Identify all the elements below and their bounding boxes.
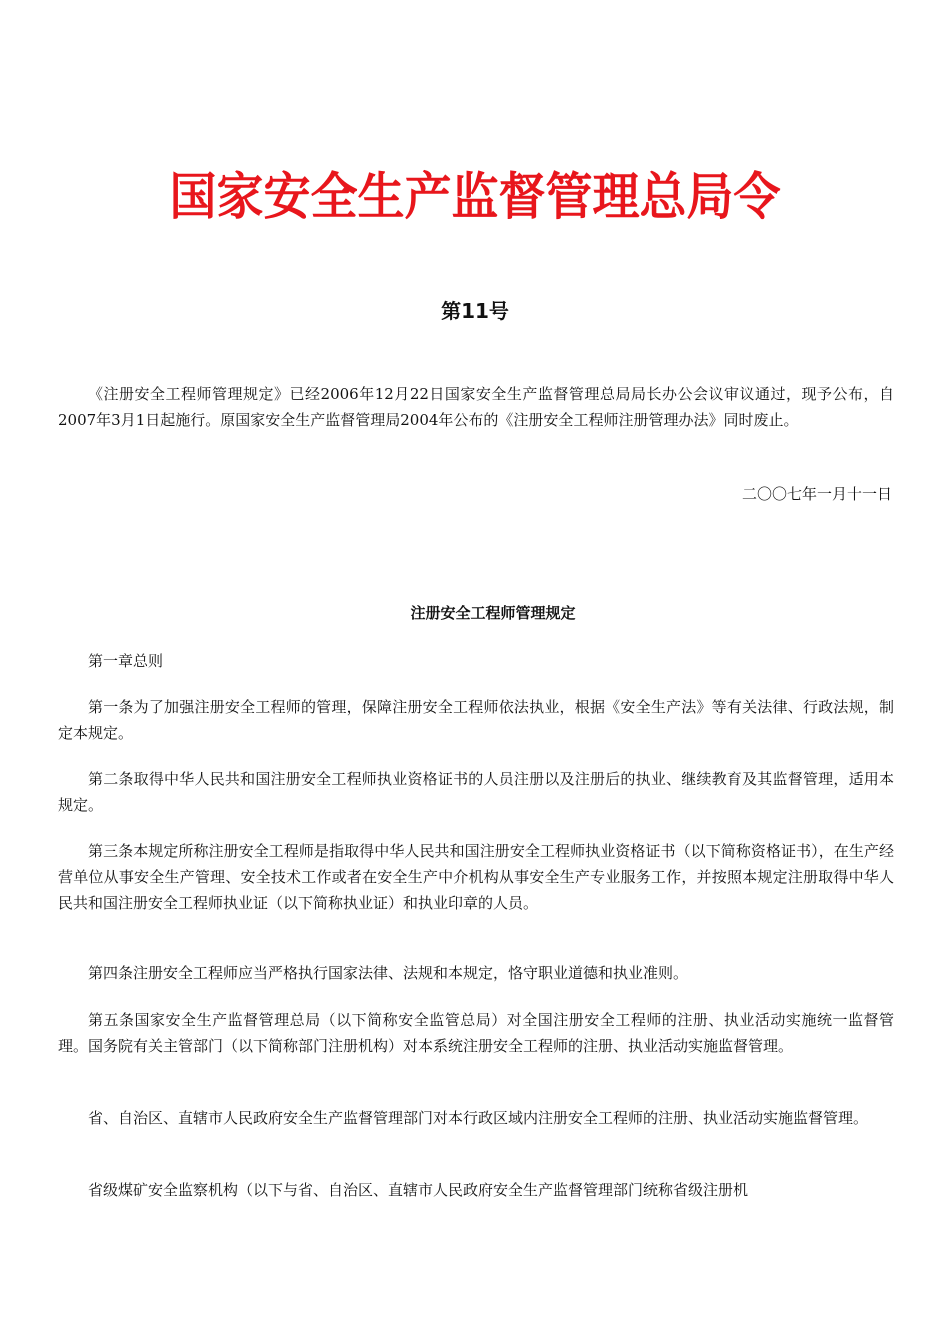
decree-date: 二〇〇七年一月十一日	[741, 485, 892, 503]
order-number: 第11号	[441, 299, 509, 323]
regulation-title: 注册安全工程师管理规定	[410, 604, 576, 622]
issuer-title: 国家安全生产监督管理总局令	[169, 167, 781, 228]
article-3: 第三条本规定所称注册安全工程师是指取得中华人民共和国注册安全工程师执业资格证书（以下简称资格证书），在生产经营单位从事安全生产管理、安全技术工作或者在安全生产中介机构从事安全生产专业服务工作，并按照本规定注册取得中华人民共和国注册安全工程师执业证（以下简称执业证）和执业印章的人员。	[58, 842, 894, 912]
decree-preamble: 《注册安全工程师管理规定》已经2006年12月22日国家安全生产监督管理总局局长办公会议审议通过，现予公布，自2007年3月1日起施行。原国家安全生产监督管理局2004年公布的《注册安全工程师注册管理办法》同时废止。	[58, 385, 894, 429]
chapter-heading: 第一章总则	[88, 652, 164, 670]
article-4: 第四条注册安全工程师应当严格执行国家法律、法规和本规定，恪守职业道德和执业准则。	[88, 964, 689, 982]
article-5-paragraph-3: 省级煤矿安全监察机构（以下与省、自治区、直辖市人民政府安全生产监督管理部门统称省级注册机	[88, 1181, 749, 1199]
article-5-paragraph-2: 省、自治区、直辖市人民政府安全生产监督管理部门对本行政区域内注册安全工程师的注册、执业活动实施监督管理。	[88, 1109, 869, 1127]
article-5: 第五条国家安全生产监督管理总局（以下简称安全监管总局）对全国注册安全工程师的注册、执业活动实施统一监督管理。国务院有关主管部门（以下简称部门注册机构）对本系统注册安全工程师的注册、执业活动实施监督管理。	[58, 1011, 894, 1055]
article-1: 第一条为了加强注册安全工程师的管理，保障注册安全工程师依法执业，根据《安全生产法》等有关法律、行政法规，制定本规定。	[58, 698, 894, 742]
article-2: 第二条取得中华人民共和国注册安全工程师执业资格证书的人员注册以及注册后的执业、继续教育及其监督管理，适用本规定。	[58, 770, 894, 814]
